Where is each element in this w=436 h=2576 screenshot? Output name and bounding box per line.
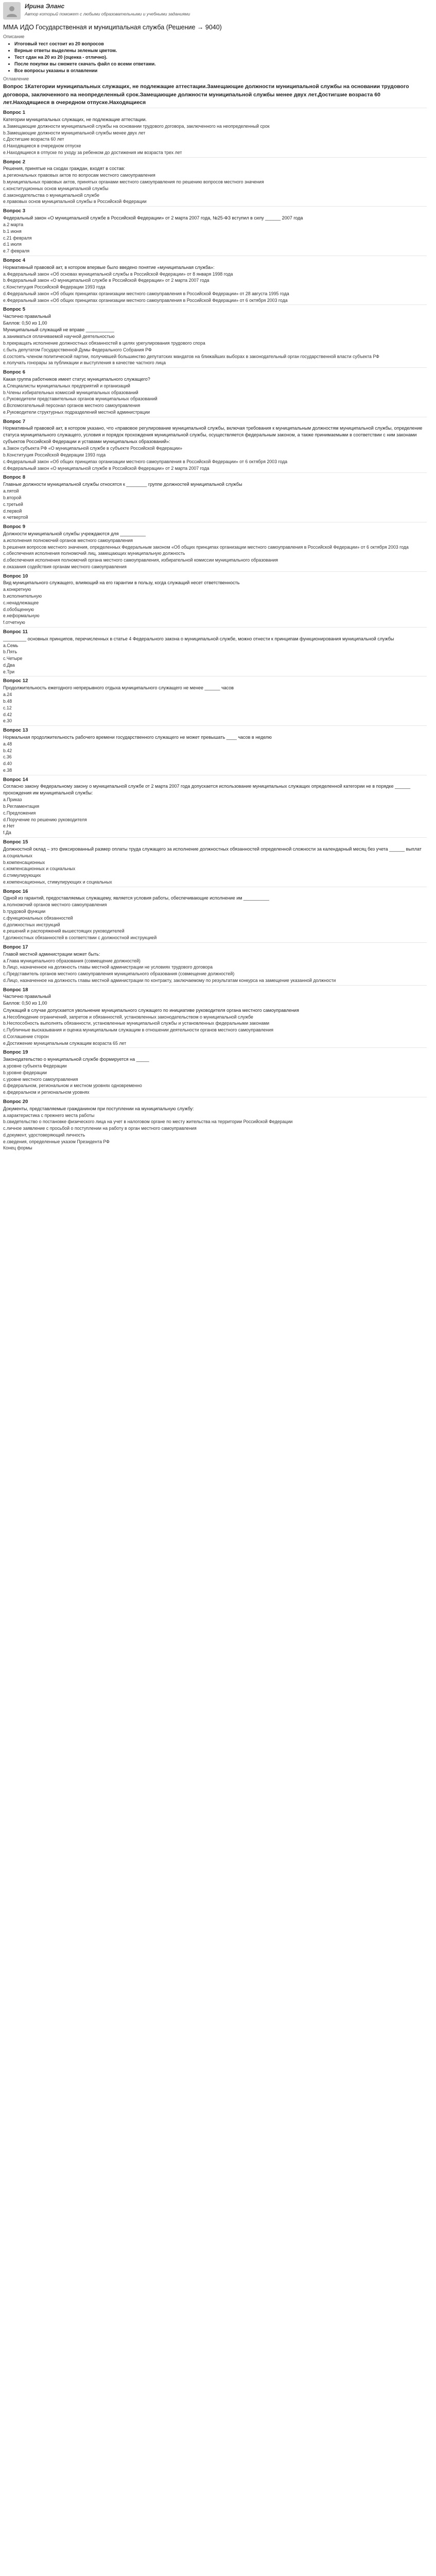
question-block	[3, 367, 427, 416]
answer-option: c.быть депутатом Государственной Думы Федерального Собрания РФ	[3, 347, 152, 352]
answer-option: c.личное заявление с просьбой о поступлении на работу в орган местного самоуправления	[3, 1126, 197, 1131]
question-text: Какая группа работников имеет статус муниципального служащего?	[3, 376, 150, 382]
question-title: Вопрос 16	[3, 888, 28, 894]
question-text: Главные должности муниципальной службы относятся к ________ группе должностей муниципальной службы	[3, 482, 242, 487]
question-block	[3, 985, 427, 1047]
question-title: Вопрос 17	[3, 944, 28, 950]
question-text: Баллов: 0,50 из 1,00	[3, 1001, 47, 1006]
answer-option: a.социальных	[3, 853, 32, 858]
answer-option: a.Закон субъекта РФ «О муниципальной службе в субъекте Российской Федерации»	[3, 446, 182, 451]
answer-option: e.Руководители структурных подразделений местной администрации	[3, 409, 150, 415]
answer-option: d.должностных инструкций	[3, 922, 60, 927]
answer-option: b.муниципальных правовых актов, принятых органами местного самоуправления по решению вопросов местного значения	[3, 179, 264, 185]
question-text: Согласно закону Федеральному закону о муниципальной службе от 2 марта 2007 года допускается использование муниципальных служащих определенной категории не в порядке ______ прохождения им муниципальной службы:	[3, 784, 411, 796]
answer-option: d.Поручение по решению руководителя	[3, 817, 87, 822]
question-text: Федеральный закон «О муниципальной службе в Российской Федерации» от 2 марта 2007 года, №25-ФЗ вступил в силу ______ 2007 года	[3, 215, 303, 221]
question-title: Вопрос 14	[3, 776, 28, 783]
answer-option: b.свидетельство о постановке физического лица на учет в налоговом органе по месту жительства на территории Российской Федерации	[3, 1119, 293, 1125]
answer-option: a.Федеральный закон «Об основах муниципальной службы в Российской Федерации» от 8 января 1998 года	[3, 271, 233, 277]
question-title: Вопрос 8	[3, 474, 26, 481]
answer-option: b.Конституция Российской Федерации 1993 года	[3, 452, 106, 458]
feature-item: • Верные ответы выделены зеленым цветом.	[14, 47, 427, 54]
answer-option: a.пятой	[3, 488, 19, 494]
answer-option: d.стимулирующих	[3, 873, 41, 878]
answer-option: d.Федеральный закон «Об общих принципах организации местного самоуправления в Российской Федерации» от 28 августа 1995 года	[3, 291, 289, 296]
question-block	[3, 108, 427, 156]
question-title: Вопрос 7	[3, 418, 26, 425]
answer-option: b.уровне федерации	[3, 1070, 47, 1075]
question-text: Частично правильный	[3, 994, 51, 999]
question-block	[3, 1097, 427, 1151]
answer-option: b.трудовой функции	[3, 909, 46, 914]
description-label: Описание	[3, 34, 25, 40]
answer-option: c.12	[3, 705, 12, 710]
answer-option: c.третьей	[3, 501, 23, 507]
answer-option: d.Лицо, назначенное на должность главы местной администрации по контракту, заключаемому по результатам конкурса на замещение указанной должности	[3, 977, 336, 983]
answer-option: b.исполнительную	[3, 594, 42, 599]
answer-option: b.42	[3, 748, 12, 753]
answer-option: b.Замещающие должности муниципальной службы менее двух лет	[3, 130, 146, 135]
question-text: Должностной оклад – это фиксированный размер оплаты труда служащего за исполнение должностных обязанностей определенной сложности за календарный месяц без учета ______ выплат	[3, 846, 422, 852]
question-title: Вопрос 4	[3, 257, 26, 263]
answer-option: c.Четыре	[3, 656, 23, 662]
feature-item: • Итоговый тест состоит из 20 вопросов	[14, 41, 427, 47]
answer-option: a.исполнения полномочий органов местного самоуправления	[3, 537, 133, 543]
answer-option: c.Предложения	[3, 810, 36, 816]
answer-option: a.24	[3, 692, 12, 698]
question-block	[3, 571, 427, 626]
answer-option: e.неформальную	[3, 613, 40, 619]
answer-option: a.48	[3, 741, 12, 747]
question-title: Вопрос 15	[3, 839, 28, 845]
question-title: Вопрос 5	[3, 307, 26, 313]
question-block	[3, 206, 427, 255]
answer-option: d.обеспечения исполнения полномочий органа местного самоуправления, избирательной комиссии муниципального образования	[3, 557, 278, 563]
answer-option: d.первой	[3, 508, 22, 514]
question-text: Нормативный правовой акт, в котором впервые было введено понятие «муниципальная служба»:	[3, 264, 215, 270]
answer-option: c.уровне местного самоуправления	[3, 1076, 78, 1082]
answer-option: b.48	[3, 699, 12, 704]
answer-option: e.Достижение муниципальным служащим возраста 65 лет	[3, 1040, 127, 1046]
answer-option: e.сведения, определенные указом Президента РФ	[3, 1139, 110, 1144]
answer-option: a.2 марта	[3, 222, 24, 228]
answer-option: d.42	[3, 711, 12, 717]
document-title: ММА ИДО Государственная и муниципальная служба (Решение → 9040)	[3, 24, 222, 31]
question-text: Баллов: 0,50 из 1,00	[3, 320, 47, 326]
answer-option: а.Замещающие должности муниципальной службы на основании трудового договора, заключенного на неопределенный срок	[3, 123, 270, 129]
answer-option: e.38	[3, 767, 12, 773]
author-block	[3, 2, 427, 20]
avatar[interactable]	[3, 2, 21, 20]
feature-item: • Тест сдан на 20 из 20 (оценка - отлично).	[14, 54, 427, 61]
question-title: Вопрос 13	[3, 727, 28, 734]
question-text: Документы, представляемые гражданином при поступлении на муниципальную службу:	[3, 1106, 194, 1111]
answer-option: a.характеристика с прежнего места работы	[3, 1112, 95, 1118]
answer-option: b.компенсационных	[3, 859, 45, 865]
answer-option: e.правовых основ муниципальной службы в Российской Федерации	[3, 199, 147, 205]
answer-option: d.40	[3, 761, 12, 767]
answer-option: b.Федеральный закон «О муниципальной службе в Российской Федерации» от 2 марта 2007 года	[3, 278, 210, 283]
answer-option: d.Вспомогательный персонал органов местного самоуправления	[3, 403, 141, 409]
answer-option: d.Федеральный закон «О муниципальной службе в Российской Федерации» от 2 марта 2007 года	[3, 465, 210, 471]
answer-option: f.отчетную	[3, 620, 25, 625]
answer-option: e.решений и распоряжений вышестоящих руководителей	[3, 928, 125, 934]
question-title: Вопрос 12	[3, 678, 28, 684]
answer-option: d.федеральном, региональном и местном уровнях одновременно	[3, 1083, 142, 1089]
answer-option: e.Три	[3, 669, 15, 674]
answer-option: e.30	[3, 718, 12, 724]
answer-option: c.21 февраля	[3, 235, 32, 241]
answer-option: e.федеральном и региональном уровнях	[3, 1090, 90, 1095]
question-text: Категории муниципальных служащих, не подлежащие аттестации.	[3, 116, 147, 122]
question-text: Продолжительность ежегодного непрерывного отдыха муниципального служащего не менее ______ часов	[3, 685, 234, 691]
question-title: Вопрос 6	[3, 369, 26, 376]
answer-option: a.полномочий органов местного самоуправления	[3, 902, 107, 908]
question-title: Вопрос 11	[3, 629, 28, 635]
question-block	[3, 942, 427, 984]
question-block	[3, 417, 427, 472]
table-of-contents-label: Оглавление	[3, 76, 29, 82]
answer-option: d.Находящиеся в очередном отпуске	[3, 143, 81, 149]
answer-option: a.конкретную	[3, 587, 31, 592]
question-block	[3, 522, 427, 570]
answer-option: a.Специалисты муниципальных предприятий и организаций	[3, 383, 130, 388]
question-block	[3, 1047, 427, 1096]
feature-item: • После покупки вы сможете скачать файл со всеми ответами.	[14, 61, 427, 67]
answer-option: d.Соглашение сторон	[3, 1033, 49, 1039]
answer-option: e.Нет	[3, 823, 15, 829]
question-block	[3, 472, 427, 521]
answer-option: c.Достигшие возраста 60 лет	[3, 137, 64, 142]
answer-option: a.Несоблюдение ограничений, запретов и обязанностей, установленных законодательством о муниципальной службе	[3, 1014, 253, 1020]
answer-option: b.второй	[3, 495, 22, 501]
feature-item: • Все вопросы указаны в оглавлении	[14, 67, 427, 74]
answer-option: d.документ, удостоверяющий личность	[3, 1132, 85, 1138]
answer-option: e.четвертой	[3, 515, 28, 520]
answer-option: b.1 июня	[3, 228, 22, 234]
answer-option: c.конституционных основ муниципальной службы	[3, 185, 109, 191]
question-block	[3, 304, 427, 366]
answer-option: c.ненадлежащее	[3, 600, 39, 605]
question-title: Вопрос 19	[3, 1049, 28, 1056]
answer-option: c.Конституция Российской Федерации 1993 года	[3, 284, 106, 290]
question-title: Вопрос 3	[3, 208, 26, 214]
question-text: Вид муниципального служащего, влияющий на его гарантии в пользу, когда служащий несет ответственность	[3, 580, 240, 586]
question-text: Муниципальный служащий не вправе ___________	[3, 327, 114, 333]
answer-option: a.уровне субъекта Федерации	[3, 1063, 67, 1069]
answer-option: e.компенсационных, стимулирующих и социальных	[3, 879, 112, 885]
answer-option: a.Семь	[3, 642, 19, 648]
answer-option: c.функциональных обязанностей	[3, 915, 73, 921]
answer-option: e.получать гонорары за публикации и выступления в качестве частного лица	[3, 360, 166, 366]
answer-option: c.Представитель органов местного самоуправления муниципального образования (совмещение должностей)	[3, 971, 235, 977]
user-icon	[6, 5, 18, 17]
answer-option: b.прекращать исполнение должностных обязанностей в целях урегулирования трудового спора	[3, 341, 205, 346]
question-title: Вопрос 18	[3, 987, 28, 993]
question-block	[3, 676, 427, 724]
question-text: Решения, принятые на сходах граждан, входят в состав:	[3, 166, 125, 172]
answer-option: b.решения вопросов местного значения, определенных Федеральным законом «Об общих принципах организации местного самоуправления в Российской Федерации» от 6 октября 2003 года	[3, 544, 409, 550]
question-title: Вопрос 9	[3, 524, 26, 530]
author-description: Автор который поможет с любыми образовательными и учебными заданиями	[25, 11, 190, 17]
question-block	[3, 256, 427, 304]
answer-option: c.Федеральный закон «Об общих принципах организации местного самоуправления в Российской Федерации» от 6 октября 2003 года	[3, 459, 288, 464]
question-block	[3, 837, 427, 886]
answer-option: d.состоять членом политической партии, получившей большинство депутатских мандатов на ближайших выборах в законодательный орган государственной власти субъекта РФ	[3, 353, 379, 359]
question-block	[3, 725, 427, 774]
answer-option: b.Регламентация	[3, 804, 40, 809]
question-block	[3, 627, 427, 675]
answer-option: b.Лицо, назначенное на должность главы местной администрации не условиях трудового договора	[3, 964, 213, 970]
answer-option: c.Руководители представительных органов муниципальных образований	[3, 396, 158, 402]
answer-option: f.должностных обязанностей в соответствии с должностной инструкцией	[3, 935, 157, 941]
question-block	[3, 887, 427, 941]
question-title: Вопрос 1	[3, 110, 26, 116]
question-text: Главой местной администрации может быть:	[3, 951, 100, 957]
answer-option: b.Члены избирательных комиссий муниципальных образований	[3, 389, 138, 395]
answer-option: a.заниматься оплачиваемой научной деятельностью	[3, 334, 115, 340]
question-text: Нормативный правовой акт, в котором указано, что «правовое регулирование муниципальной службы, включая требования к муниципальным должностям муниципальной службы, определение статуса муниципального служащего, условия и порядок прохождения муниципальной службы, осуществляется федеральным законом, а также принимаемыми в соответствии с ним законами субъектов Российской Федерации и уставами муниципальных образований»:	[3, 426, 423, 445]
question-title: Вопрос 10	[3, 573, 28, 579]
answer-option: a.Приказ	[3, 797, 22, 803]
question-text: Законодательство о муниципальной службе формируется на _____	[3, 1057, 149, 1062]
page	[0, 0, 430, 1157]
table-of-contents-text: Вопрос 1Категории муниципальных служащих, не подлежащие аттестации.Замещающие должности муниципальной службы на основании трудового договора, заключенного на неопределенный срок.Замещающие должности муниципальной службы менее двух лет.Достигшие возраста 60 лет.Находящиеся в очередном отпуске.Находящиеся	[3, 83, 409, 106]
answer-option: c.компенсационных и социальных	[3, 866, 76, 872]
answer-option: a.Глава муниципального образования (совмещение должностей)	[3, 958, 141, 963]
question-text: Одной из гарантий, предоставляемых служащему, является условия работы, обеспечивающие исполнение им __________	[3, 895, 269, 901]
answer-option: a.региональных правовых актов по вопросам местного самоуправления	[3, 173, 155, 178]
question-text: _________ основных принципов, перечисленных в статье 4 Федерального закона о муниципальной службе, можно отнести к принципам функционирования муниципальной службы	[3, 636, 394, 641]
answer-option: d.законодательства о муниципальной службе	[3, 192, 100, 198]
answer-option: Конец формы	[3, 1145, 32, 1151]
question-title: Вопрос 2	[3, 159, 26, 165]
answer-option: e.7 февраля	[3, 248, 30, 254]
answer-option: c.Публичные высказывания и оценка муниципальным служащим в отношении деятельности органов местного самоуправления	[3, 1027, 273, 1033]
question-text: Служащий в случае допускается увольнение муниципального служащего по инициативе руководителя органа местного самоуправления	[3, 1007, 299, 1013]
features-list	[3, 41, 427, 74]
answer-option: d.обобщенную	[3, 606, 34, 612]
answer-option: e.Находящиеся в отпуске по уходу за ребенком до достижения им возраста трех лет	[3, 149, 182, 155]
author-name[interactable]: Ирина Эланс	[25, 3, 65, 10]
question-block	[3, 775, 427, 836]
question-text: Нормальная продолжительность рабочего времени государственного служащего не может превышать ____ часов в неделю	[3, 734, 272, 740]
answer-option: b.Неспособность выполнять обязанности, установленные муниципальной службы и установленных федеральными законами	[3, 1021, 270, 1026]
answer-option: e.оказания содействия органам местного самоуправления	[3, 564, 127, 569]
question-title: Вопрос 20	[3, 1098, 28, 1105]
answer-option: f.Да	[3, 830, 11, 836]
questions-list	[3, 108, 427, 1151]
answer-option: d.1 июля	[3, 242, 22, 247]
answer-option: d.Два	[3, 662, 15, 668]
question-text: Должности муниципальной службы учреждаются для __________	[3, 531, 146, 536]
answer-option: c.обеспечения исполнения полномочий лиц, замещающих муниципальную должность	[3, 551, 185, 556]
question-text: Частично правильный	[3, 314, 51, 319]
answer-option: b.Пять	[3, 649, 18, 655]
author-info	[25, 2, 190, 18]
answer-option: c.36	[3, 754, 12, 760]
answer-option: e.Федеральный закон «Об общих принципах организации местного самоуправления в Российской Федерации» от 6 октября 2003 года	[3, 297, 288, 303]
question-block	[3, 157, 427, 206]
